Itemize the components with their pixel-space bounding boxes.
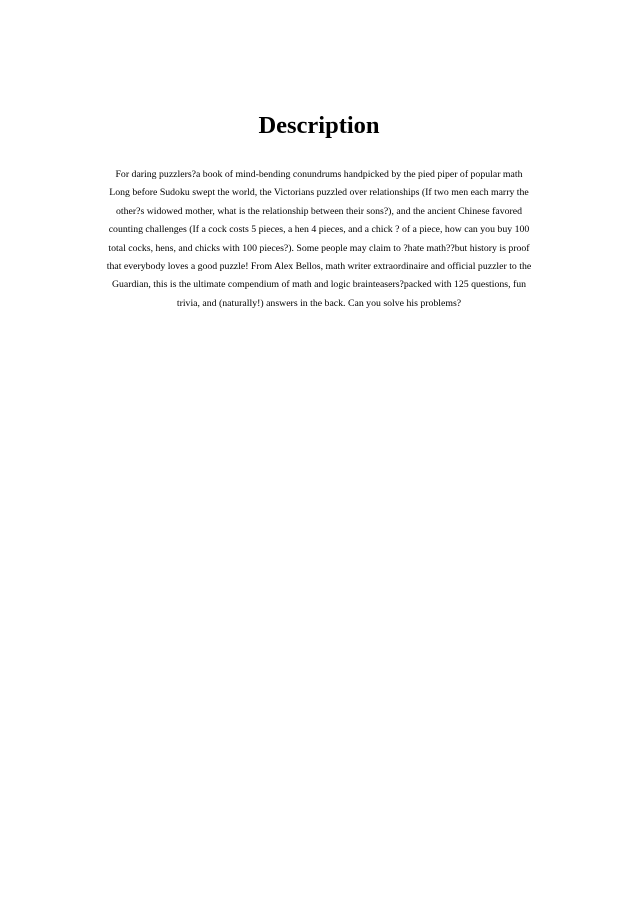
page-title: Description (258, 112, 380, 139)
description-line: counting challenges (If a cock costs 5 pieces, a hen 4 pieces, and a chick ? of a piece, how can you buy 100 (108, 224, 530, 236)
description-paragraph (0, 166, 638, 313)
description-line: total cocks, hens, and chicks with 100 pieces?). Some people may claim to ?hate math??but history is proof (108, 242, 530, 254)
description-line: Guardian, this is the ultimate compendium of math and logic brainteasers?packed with 125 questions, fun (111, 279, 527, 291)
description-line: trivia, and (naturally!) answers in the back. Can you solve his problems? (176, 297, 462, 309)
description-line: For daring puzzlers?a book of mind-bending conundrums handpicked by the pied piper of popular math (115, 169, 523, 180)
description-line: that everybody loves a good puzzle! From Alex Bellos, math writer extraordinaire and official puzzler to the (106, 261, 532, 273)
description-line: Long before Sudoku swept the world, the Victorians puzzled over relationships (If two men each marry the (109, 187, 529, 199)
description-line: other?s widowed mother, what is the relationship between their sons?), and the ancient Chinese favored (115, 205, 523, 217)
